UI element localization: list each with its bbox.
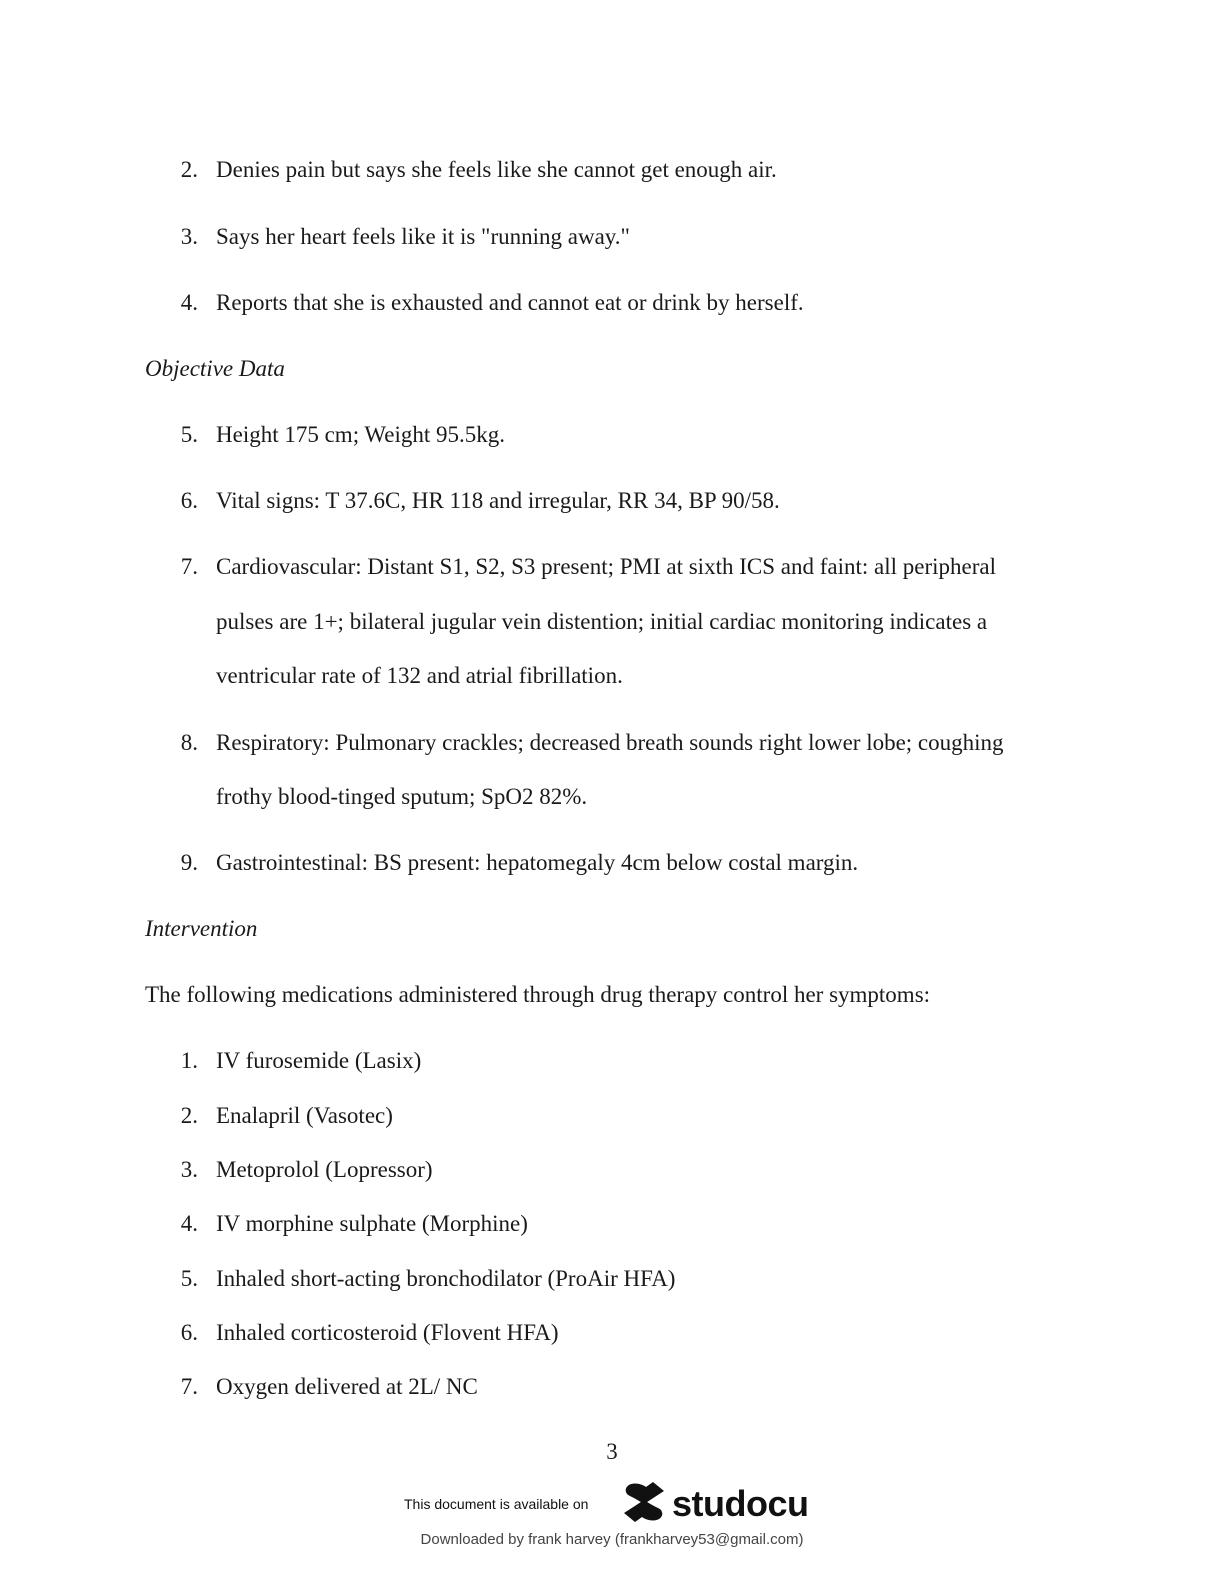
list-number: 3. <box>180 1157 198 1182</box>
list-item: Says her heart feels like it is "running away." <box>216 224 630 249</box>
medication-item: Enalapril (Vasotec) <box>216 1103 393 1128</box>
list-number: 6. <box>180 1320 198 1345</box>
medication-item: Inhaled short-acting bronchodilator (ProAir HFA) <box>216 1266 676 1291</box>
list-item: Gastrointestinal: BS present: hepatomegaly 4cm below costal margin. <box>216 850 859 875</box>
list-item-continuation: pulses are 1+; bilateral jugular vein distention; initial cardiac monitoring indicates a <box>216 609 988 634</box>
list-number: 1. <box>180 1048 198 1073</box>
medication-item: Inhaled corticosteroid (Flovent HFA) <box>216 1320 559 1345</box>
list-number: 2. <box>180 1103 198 1128</box>
list-number: 2. <box>180 157 198 182</box>
list-number: 5. <box>180 1266 198 1291</box>
list-number: 7. <box>180 1374 198 1399</box>
medication-item: Metoprolol (Lopressor) <box>216 1157 433 1182</box>
list-item: Reports that she is exhausted and cannot eat or drink by herself. <box>216 290 804 315</box>
list-item-continuation: ventricular rate of 132 and atrial fibrillation. <box>216 663 623 688</box>
intervention-heading: Intervention <box>145 916 258 941</box>
studocu-logo-text: studocu <box>672 1483 809 1524</box>
list-number: 6. <box>180 488 198 513</box>
list-number: 4. <box>180 1211 198 1236</box>
list-item: Height 175 cm; Weight 95.5kg. <box>216 422 506 447</box>
list-item: Cardiovascular: Distant S1, S2, S3 present; PMI at sixth ICS and faint: all peripheral <box>216 554 996 579</box>
list-number: 7. <box>180 554 198 579</box>
objective-data-heading: Objective Data <box>145 356 285 381</box>
list-number: 8. <box>180 730 198 755</box>
list-item-continuation: frothy blood-tinged sputum; SpO2 82%. <box>216 784 588 809</box>
studocu-logo-icon <box>620 1478 668 1531</box>
medication-item: Oxygen delivered at 2L/ NC <box>216 1374 478 1399</box>
list-number: 5. <box>180 422 198 447</box>
footer-downloaded-by: Downloaded by frank harvey (frankharvey53@gmail.com) <box>420 1531 804 1548</box>
footer-available-text: This document is available on <box>404 1496 589 1512</box>
list-item: Vital signs: T 37.6C, HR 118 and irregular, RR 34, BP 90/58. <box>216 488 780 513</box>
intervention-intro: The following medications administered through drug therapy control her symptoms: <box>145 982 931 1007</box>
page-number: 3 <box>606 1439 618 1464</box>
list-number: 3. <box>180 224 198 249</box>
list-number: 9. <box>180 850 198 875</box>
list-item: Denies pain but says she feels like she cannot get enough air. <box>216 157 777 182</box>
medication-item: IV morphine sulphate (Morphine) <box>216 1211 528 1236</box>
studocu-logo[interactable] <box>620 1478 809 1530</box>
list-item: Respiratory: Pulmonary crackles; decreased breath sounds right lower lobe; coughing <box>216 730 1004 755</box>
list-number: 4. <box>180 290 198 315</box>
medication-item: IV furosemide (Lasix) <box>216 1048 422 1073</box>
